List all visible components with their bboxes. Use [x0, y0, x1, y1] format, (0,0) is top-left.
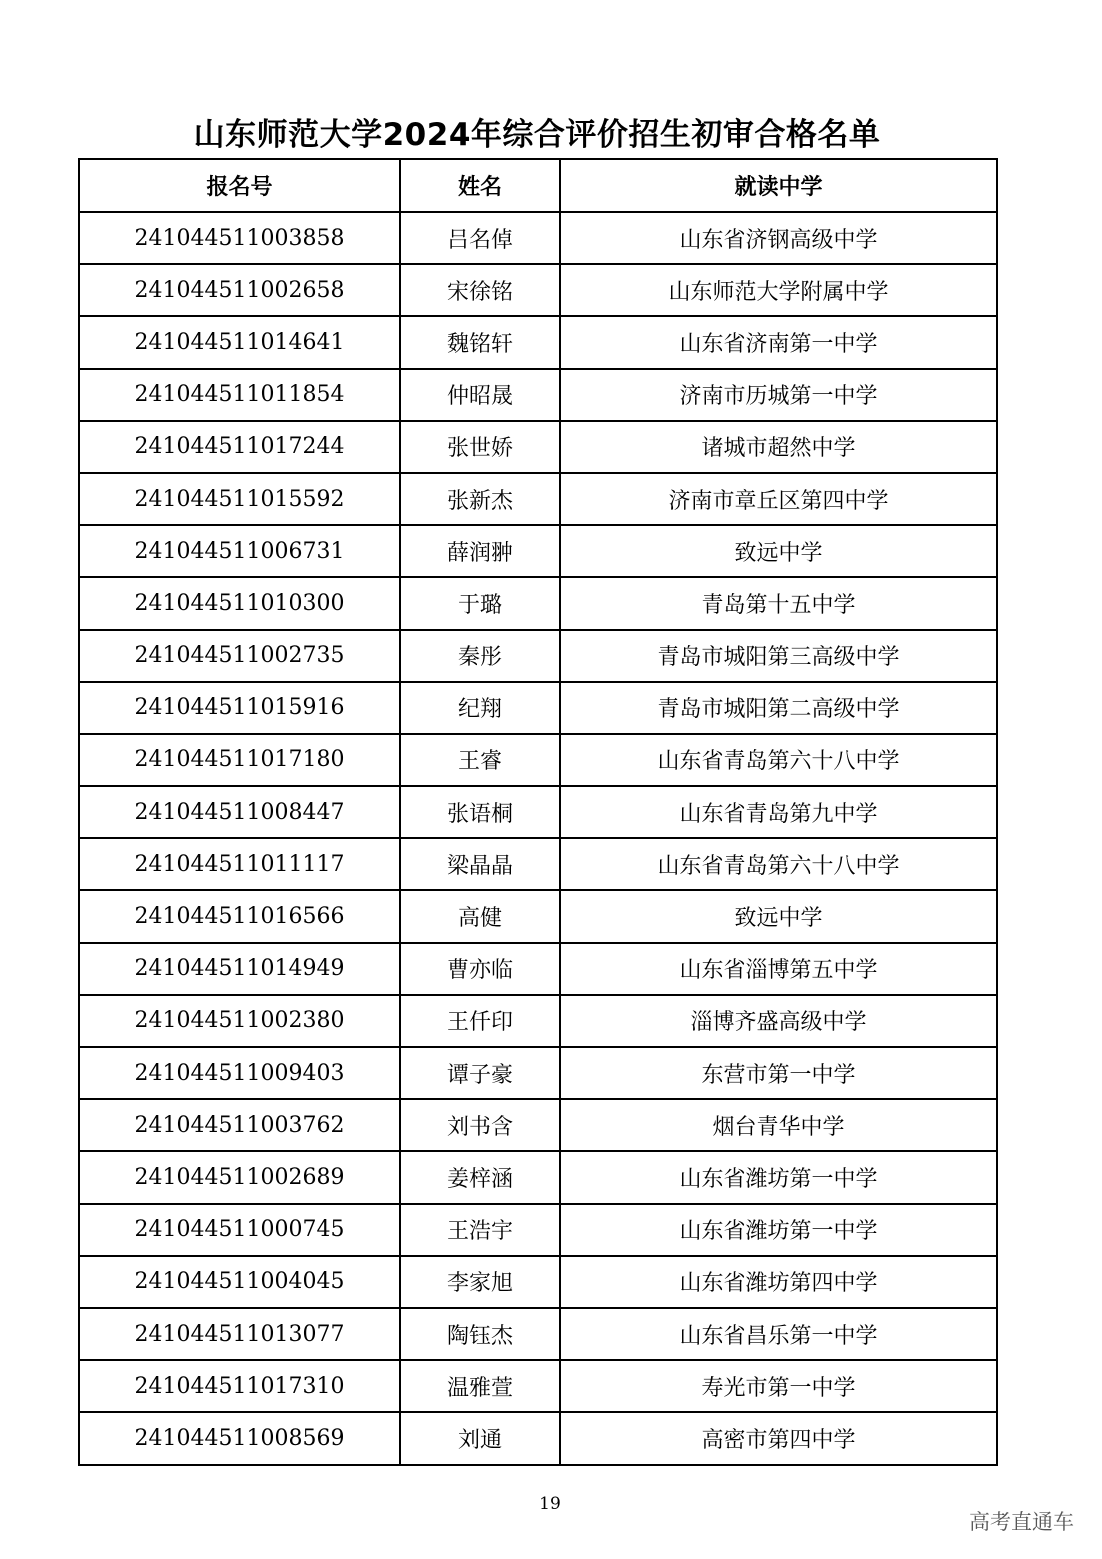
- school-cell: 山东省淄博第五中学: [560, 943, 997, 995]
- school-cell: 致远中学: [560, 890, 997, 942]
- table-row: [79, 1360, 997, 1412]
- table-row: [79, 1047, 997, 1099]
- name-cell: 吕名倬: [400, 212, 560, 264]
- page-number: 19: [539, 1494, 561, 1514]
- registration-number-cell: 241044511008447: [79, 786, 400, 838]
- registration-number-cell: 241044511017180: [79, 734, 400, 786]
- registration-number-cell: 241044511009403: [79, 1047, 400, 1099]
- school-cell: 青岛市城阳第三高级中学: [560, 630, 997, 682]
- name-cell: 薛润翀: [400, 525, 560, 577]
- table-row: [79, 264, 997, 316]
- header-registration-number: 报名号: [79, 159, 400, 212]
- school-cell: 致远中学: [560, 525, 997, 577]
- table-row: [79, 369, 997, 421]
- registration-number-cell: 241044511002380: [79, 995, 400, 1047]
- table-row: [79, 995, 997, 1047]
- table-row: [79, 838, 997, 890]
- table-row: [79, 682, 997, 734]
- school-cell: 诸城市超然中学: [560, 421, 997, 473]
- name-cell: 仲昭晟: [400, 369, 560, 421]
- watermark: 高考直通车: [969, 1510, 1074, 1534]
- school-cell: 烟台青华中学: [560, 1099, 997, 1151]
- registration-number-cell: 241044511000745: [79, 1204, 400, 1256]
- school-cell: 山东省青岛第六十八中学: [560, 838, 997, 890]
- school-cell: 东营市第一中学: [560, 1047, 997, 1099]
- registration-number-cell: 241044511002689: [79, 1151, 400, 1203]
- name-cell: 王睿: [400, 734, 560, 786]
- registration-number-cell: 241044511006731: [79, 525, 400, 577]
- school-cell: 山东省青岛第九中学: [560, 786, 997, 838]
- school-cell: 山东省昌乐第一中学: [560, 1308, 997, 1360]
- school-cell: 山东省潍坊第一中学: [560, 1204, 997, 1256]
- table-row: [79, 212, 997, 264]
- name-cell: 曹亦临: [400, 943, 560, 995]
- name-cell: 李家旭: [400, 1256, 560, 1308]
- registration-number-cell: 241044511003858: [79, 212, 400, 264]
- school-cell: 山东省青岛第六十八中学: [560, 734, 997, 786]
- name-cell: 纪翔: [400, 682, 560, 734]
- candidate-table: [78, 158, 998, 1466]
- name-cell: 于璐: [400, 577, 560, 629]
- name-cell: 谭子豪: [400, 1047, 560, 1099]
- school-cell: 青岛第十五中学: [560, 577, 997, 629]
- registration-number-cell: 241044511011854: [79, 369, 400, 421]
- registration-number-cell: 241044511013077: [79, 1308, 400, 1360]
- name-cell: 高健: [400, 890, 560, 942]
- name-cell: 秦彤: [400, 630, 560, 682]
- registration-number-cell: 241044511010300: [79, 577, 400, 629]
- name-cell: 张世娇: [400, 421, 560, 473]
- registration-number-cell: 241044511014949: [79, 943, 400, 995]
- registration-number-cell: 241044511003762: [79, 1099, 400, 1151]
- name-cell: 张语桐: [400, 786, 560, 838]
- table-row: [79, 1151, 997, 1203]
- table-row: [79, 1308, 997, 1360]
- table-row: [79, 525, 997, 577]
- school-cell: 山东师范大学附属中学: [560, 264, 997, 316]
- school-cell: 寿光市第一中学: [560, 1360, 997, 1412]
- registration-number-cell: 241044511016566: [79, 890, 400, 942]
- table-row: [79, 473, 997, 525]
- document-title: 山东师范大学2024年综合评价招生初审合格名单: [193, 117, 881, 153]
- table-row: [79, 734, 997, 786]
- registration-number-cell: 241044511004045: [79, 1256, 400, 1308]
- table-row: [79, 1256, 997, 1308]
- header-school: 就读中学: [560, 159, 997, 212]
- school-cell: 山东省潍坊第四中学: [560, 1256, 997, 1308]
- registration-number-cell: 241044511017310: [79, 1360, 400, 1412]
- registration-number-cell: 241044511011117: [79, 838, 400, 890]
- table-row: [79, 1412, 997, 1464]
- table-row: [79, 786, 997, 838]
- registration-number-cell: 241044511002735: [79, 630, 400, 682]
- table-row: [79, 890, 997, 942]
- table-row: [79, 421, 997, 473]
- school-cell: 山东省济钢高级中学: [560, 212, 997, 264]
- table-row: [79, 1099, 997, 1151]
- name-cell: 姜梓涵: [400, 1151, 560, 1203]
- name-cell: 梁晶晶: [400, 838, 560, 890]
- name-cell: 温雅萱: [400, 1360, 560, 1412]
- school-cell: 山东省潍坊第一中学: [560, 1151, 997, 1203]
- name-cell: 刘通: [400, 1412, 560, 1464]
- school-cell: 山东省济南第一中学: [560, 316, 997, 368]
- name-cell: 陶钰杰: [400, 1308, 560, 1360]
- name-cell: 王仟印: [400, 995, 560, 1047]
- school-cell: 济南市章丘区第四中学: [560, 473, 997, 525]
- table-row: [79, 943, 997, 995]
- registration-number-cell: 241044511014641: [79, 316, 400, 368]
- table-header-row: [79, 159, 997, 212]
- school-cell: 青岛市城阳第二高级中学: [560, 682, 997, 734]
- table-row: [79, 1204, 997, 1256]
- table-row: [79, 316, 997, 368]
- registration-number-cell: 241044511015916: [79, 682, 400, 734]
- name-cell: 宋徐铭: [400, 264, 560, 316]
- school-cell: 济南市历城第一中学: [560, 369, 997, 421]
- name-cell: 刘书含: [400, 1099, 560, 1151]
- table-row: [79, 630, 997, 682]
- school-cell: 淄博齐盛高级中学: [560, 995, 997, 1047]
- registration-number-cell: 241044511002658: [79, 264, 400, 316]
- registration-number-cell: 241044511017244: [79, 421, 400, 473]
- name-cell: 张新杰: [400, 473, 560, 525]
- school-cell: 高密市第四中学: [560, 1412, 997, 1464]
- name-cell: 王浩宇: [400, 1204, 560, 1256]
- table-row: [79, 577, 997, 629]
- name-cell: 魏铭轩: [400, 316, 560, 368]
- registration-number-cell: 241044511008569: [79, 1412, 400, 1464]
- registration-number-cell: 241044511015592: [79, 473, 400, 525]
- header-name: 姓名: [400, 159, 560, 212]
